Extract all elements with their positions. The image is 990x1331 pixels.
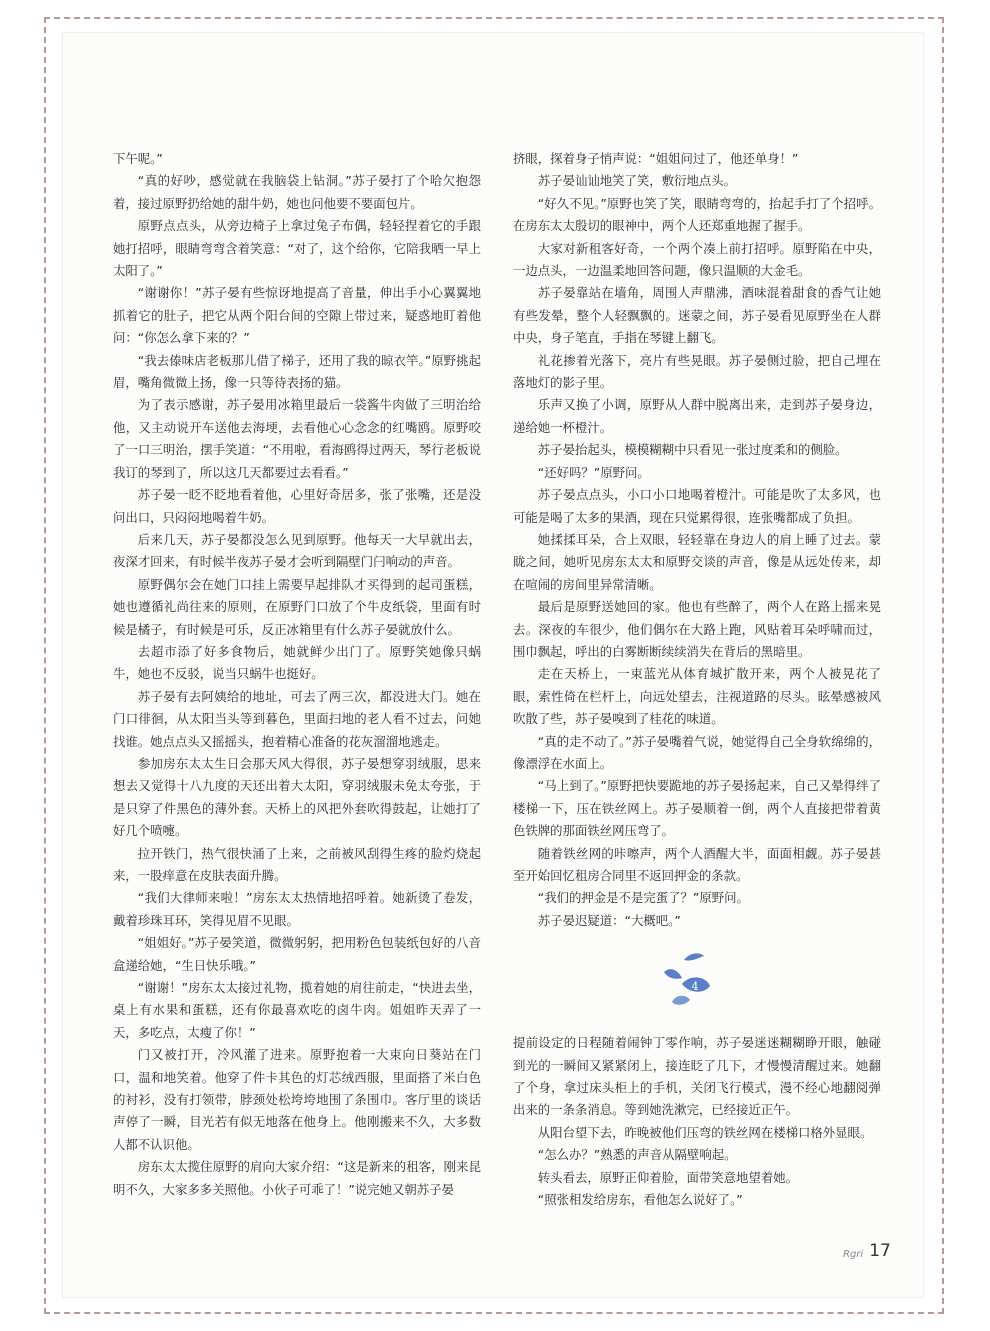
- paragraph: “怎么办？”熟悉的声音从隔壁响起。: [537, 1147, 737, 1163]
- paragraph: 随着铁丝网的咔嚓声，两个人酒醒大半，面面相觑。苏子晏甚至开始回忆租房合同里不返回押金的条款。: [513, 845, 881, 883]
- paragraph: 拉开铁门，热气很快涌了上来，之前被风刮得生疼的脸灼烧起来，一股痒意在皮肤表面升腾。: [113, 845, 481, 883]
- paragraph: 参加房东太太生日会那天风大得很，苏子晏想穿羽绒服，思来想去又觉得十八九度的天还出着大太阳，穿羽绒服未免太夸张，于是只穿了件黑色的薄外套。天桥上的风把外套吹得鼓起，让她打了好几个喷嚏。: [113, 755, 481, 839]
- leaf-ornament-icon: [664, 953, 710, 1004]
- paragraph: 后来几天，苏子晏都没怎么见到原野。他每天一大早就出去，夜深才回来，有时候半夜苏子晏才会听到隔壁门闩响动的声音。: [113, 531, 481, 570]
- paragraph: 苏子晏一眨不眨地看着他，心里好奇居多，张了张嘴，还是没问出口，只闷闷地喝着牛奶。: [113, 487, 481, 525]
- paragraph: “姐姐好。”苏子晏笑道，微微躬躬，把用粉色包装纸包好的八音盒递给她，“生日快乐哦。”: [113, 935, 481, 973]
- paragraph: 门又被打开，冷风灌了进来。原野抱着一大束向日葵站在门口，温和地笑着。他穿了件卡其色的灯芯绒西服，里面搭了米白色的衬衫，没有打领带，脖颈处松垮垮地围了条围巾。客厅里的谈话声停了一瞬，目光若有似无地落在他身上。他刚搬来不久，大多数人都不认识他。: [113, 1047, 481, 1152]
- paragraph: “马上到了。”原野把快要跪地的苏子晏扬起来，自己又晕得绊了楼梯一下，压在铁丝网上。苏子晏顺着一倒，两个人直接把带着黄色铁牌的那面铁丝网压弯了。: [513, 778, 881, 839]
- paragraph: “真的好吵，感觉就在我脑袋上钻洞。”苏子晏打了个哈欠抱怨着，接过原野扔给她的甜牛奶，她也问他要不要面包片。: [113, 173, 481, 211]
- page-folio: [843, 1235, 891, 1261]
- paragraph: 转头看去，原野正仰着脸，面带笑意地望着她。: [537, 1169, 798, 1185]
- paragraph: 大家对新租客好奇，一个两个凑上前打招呼。原野陷在中央，一边点头，一边温柔地回答问题，像只温顺的大金毛。: [513, 240, 881, 279]
- paragraph: 礼花掺着光落下，亮片有些晃眼。苏子晏侧过脸，把自己埋在落地灯的影子里。: [513, 352, 881, 391]
- paragraph: “谢谢你！”苏子晏有些惊讶地提高了音量，伸出手小心翼翼地抓着它的肚子，把它从两个阳台间的空隙上带过来，疑惑地盯着他问：“你怎么拿下来的？”: [113, 285, 481, 346]
- paragraph: “谢谢！”房东太太接过礼物，揽着她的肩往前走，“快进去坐，桌上有水果和蛋糕，还有你最喜欢吃的卤牛肉。姐姐昨天弄了一天，多吃点，太瘦了你！”: [113, 980, 481, 1040]
- paragraph: 苏子晏讪讪地笑了笑，敷衍地点头。: [537, 173, 737, 189]
- paragraph: 走在天桥上，一束蓝光从体育城扩散开来，两个人被晃花了眼，索性倚在栏杆上，向远处望去，注视道路的尽头。眩晕感被风吹散了些，苏子晏嗅到了桂花的味道。: [513, 666, 881, 727]
- paragraph: “照张相发给房东，看他怎么说好了。”: [537, 1192, 743, 1208]
- paragraph: 最后是原野送她回的家。他也有些醉了，两个人在路上摇来晃去。深夜的车很少，他们偶尔在大路上跑，风贴着耳朵呼啸而过，围巾飘起，呼出的白雾断断续续消失在背后的黑暗里。: [513, 599, 881, 659]
- paragraph: “还好吗？”原野问。: [537, 464, 650, 480]
- paragraph: 她揉揉耳朵，合上双眼，轻轻靠在身边人的肩上睡了过去。蒙眬之间，她听见房东太太和原野交谈的声音，像是从远处传来，却在喧闹的房间里异常清晰。: [513, 531, 881, 592]
- right-text-column: [513, 148, 881, 1211]
- section-ornament: [660, 950, 718, 1012]
- paragraph: 为了表示感谢，苏子晏用冰箱里最后一袋酱牛肉做了三明治给他，又主动说开车送他去海埂，去看他心心念念的红嘴鸥。原野咬了一口三明治，摆手笑道：“不用啦，看海鸥得过两天，琴行老板说我订的琴到了，所以这几天都要过去看看。”: [113, 397, 481, 480]
- paragraph: “真的走不动了。”苏子晏嘴着气说，她觉得自己全身软绵绵的，像漂浮在水面上。: [513, 733, 881, 771]
- magazine-mark: Rgri: [843, 1249, 864, 1260]
- paragraph: 从阳台望下去，昨晚被他们压弯的铁丝网在楼梯口格外显眼。: [537, 1124, 873, 1140]
- section-number: 4: [691, 980, 699, 993]
- paragraph: “好久不见。”原野也笑了笑，眼睛弯弯的，抬起手打了个招呼。在房东太太殷切的眼神中，两个人还郑重地握了握手。: [513, 195, 881, 234]
- paragraph: “我们的押金是不是完蛋了？”原野问。: [537, 890, 749, 906]
- paragraph: 挤眼，探着身子悄声说：“姐姐问过了，他还单身！”: [513, 151, 799, 166]
- paragraph: 乐声又换了小调，原野从人群中脱离出来，走到苏子晏身边，递给她一杯橙汁。: [513, 397, 881, 435]
- paragraph: “我去傣味店老板那儿借了梯子，还用了我的晾衣竿。”原野挑起眉，嘴角微微上扬，像一只等待表扬的猫。: [113, 352, 481, 391]
- paragraph: 苏子晏抬起头，模模糊糊中只看见一张过度柔和的侧脸。: [537, 442, 848, 458]
- page-number: 17: [869, 1241, 891, 1261]
- paragraph: “我们大律师来啦！”房东太太热情地招呼着。她新烫了卷发，戴着珍珠耳环，笑得见眉不见眼。: [113, 890, 481, 928]
- paragraph: 提前设定的日程随着闹钟丁零作响，苏子晏迷迷糊糊睁开眼，触碰到光的一瞬间又紧紧闭上，接连眨了几下，才慢慢清醒过来。她翻了个身，拿过床头柜上的手机，关闭飞行模式，漫不经心地翻阅弹出来的一条条消息。等到她洗漱完，已经接近正午。: [513, 1035, 881, 1118]
- paragraph: 原野偶尔会在她门口挂上需要早起排队才买得到的起司蛋糕，她也遵循礼尚往来的原则，在原野门口放了个牛皮纸袋，里面有时候是橘子，有时候是可乐，反正冰箱里有什么苏子晏就放什么。: [113, 576, 481, 637]
- paragraph: 苏子晏有去阿姨给的地址，可去了两三次，都没进大门。她在门口徘徊，从太阳当头等到暮色，里面扫地的老人看不过去，问她找谁。她点点头又摇摇头，抱着精心准备的花灰溜溜地逃走。: [113, 688, 481, 749]
- paragraph: 原野点点头，从旁边椅子上拿过兔子布偶，轻轻捏着它的手跟她打招呼，眼睛弯弯含着笑意：“对了，这个给你，它陪我晒一早上太阳了。”: [113, 218, 481, 279]
- paragraph: 苏子晏迟疑道：“大概吧。”: [537, 912, 681, 928]
- paragraph: 房东太太揽住原野的肩向大家介绍：“这是新来的租客，刚来昆明不久，大家多多关照他。小伙子可乖了！”说完她又朝苏子晏: [113, 1159, 481, 1197]
- paragraph: 苏子晏点点头，小口小口地喝着橙汁。可能是吹了太多风，也可能是喝了太多的果酒，现在只觉累得很，连张嘴都成了负担。: [513, 487, 881, 525]
- left-text-column: [113, 148, 481, 1201]
- paragraph: 苏子晏靠站在墙角，周围人声鼎沸，酒味混着甜食的香气让她有些发晕，整个人轻飘飘的。迷蒙之间，苏子晏看见原野坐在人群中央，身子笔直，手指在琴键上翻飞。: [513, 285, 881, 346]
- paragraph: 下午呢。”: [113, 151, 163, 166]
- paragraph: 去超市添了好多食物后，她就鲜少出门了。原野笑她像只蜗牛，她也不反驳，说当只蜗牛也挺好。: [113, 643, 481, 682]
